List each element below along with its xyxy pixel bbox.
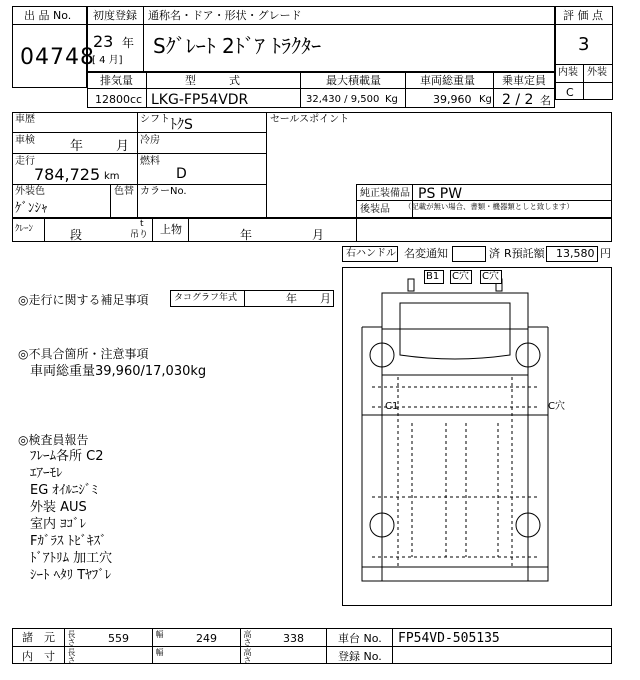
dimensions-label: 諸 元: [22, 631, 55, 644]
year-unit: 年: [122, 36, 135, 50]
first-reg-year: 23: [93, 32, 114, 51]
mileage-label: 走行: [15, 156, 35, 167]
travel-supplement-label: ◎走行に関する補足事項: [18, 293, 149, 307]
crane-label: ｸﾚｰﾝ: [15, 224, 34, 234]
genuine-label: 純正装備品: [360, 188, 410, 199]
vehicle-name: Sｸﾞﾚｰﾄ 2ﾄﾞｱ ﾄﾗｸﾀｰ: [153, 34, 322, 58]
grade-label: 評 価 点: [563, 9, 603, 22]
inner-width-label: 幅: [155, 648, 164, 656]
fuel-label: 燃料: [140, 156, 160, 167]
shift-label: シフト: [140, 114, 170, 125]
first-reg-label: 初度登録: [93, 9, 137, 22]
width-value: 249: [196, 632, 217, 645]
aftermarket-note: （記載が無い場合、書類・機器類としと致します）: [404, 203, 574, 212]
name-change-box: [452, 246, 486, 262]
inspector-line: ｴｱｰﾓﾚ: [30, 466, 63, 481]
recycle-label: 済: [489, 247, 500, 260]
model-value: LKG-FP54VDR: [151, 92, 249, 108]
truck-diagram: [342, 267, 612, 606]
capacity-label: 乗車定員: [502, 74, 546, 87]
crane-stage-unit: 段: [70, 228, 83, 242]
mileage-unit: km: [104, 171, 120, 182]
cab-label: 上物: [160, 223, 182, 236]
fuel-value: D: [176, 166, 187, 182]
ac-label: 冷房: [140, 135, 160, 146]
grade-value: 3: [578, 34, 590, 55]
first-reg-month: [ 4 月]: [92, 55, 123, 66]
displacement-unit: cc: [130, 93, 143, 106]
interior-label: 内装: [558, 67, 578, 78]
cab-body: [382, 293, 528, 375]
handle-value: 右ハンドル: [346, 248, 396, 259]
cab-year-unit: 年: [240, 228, 253, 242]
inner-label: 内 寸: [22, 650, 55, 663]
gross-weight-value: 39,960: [433, 93, 472, 106]
chassis-value: FP54VD-505135: [398, 631, 500, 646]
chassis-label: 車台 No.: [338, 632, 382, 645]
model-label: 型 式: [185, 74, 240, 87]
ext-color-value: ｹﾞﾝｼｬ: [15, 201, 48, 216]
max-load-unit: Kg: [385, 94, 398, 105]
width-label: 幅: [155, 630, 164, 638]
inspector-line: EG ｵｲﾙﾆｼﾞﾐ: [30, 483, 98, 498]
exterior-label: 外装: [587, 67, 607, 78]
inspector-line: Fｶﾞﾗｽ ﾄﾋﾞｷｽﾞ: [30, 534, 107, 549]
crane-lift-unit: 吊り: [130, 230, 149, 240]
gross-weight-label: 車両総重量: [420, 74, 475, 87]
lot-label: 出 品 No.: [24, 9, 72, 22]
displacement-value: 12800: [95, 93, 130, 106]
inspection-label: 車検: [15, 135, 35, 146]
length-label: 長さ: [67, 630, 76, 646]
tachograph-label: タコグラフ年式: [174, 293, 238, 303]
recycle-unit: 円: [600, 247, 611, 260]
mirror-left-icon: [408, 279, 414, 291]
max-load-value: 32,430 / 9,500: [306, 94, 380, 105]
length-value: 559: [108, 632, 129, 645]
mark-left-c1: C1: [385, 401, 399, 412]
inner-length-label: 長さ: [67, 648, 76, 664]
color-change-label: 色替: [114, 186, 134, 197]
crane-ton-unit: t: [140, 219, 144, 229]
history-label: 車歴: [15, 114, 35, 125]
registration-label: 登録 No.: [338, 650, 382, 663]
sales-point-label: セールスポイント: [270, 114, 350, 125]
mark-b1: B1: [426, 271, 440, 282]
height-value: 338: [283, 632, 304, 645]
mark-c-hole: C穴: [452, 271, 469, 282]
mark-c-hole: C穴: [482, 271, 499, 282]
inspection-year-unit: 年: [70, 139, 84, 154]
ext-color-label: 外装色: [15, 186, 45, 197]
mileage-value: 784,725: [34, 165, 101, 184]
gross-weight-unit: Kg: [479, 94, 492, 105]
recycle-deposit-label: R預託額: [504, 247, 545, 260]
inspector-line: ﾄﾞｱﾄﾘﾑ 加工穴: [30, 551, 113, 566]
capacity-value: 2 / 2: [502, 92, 534, 108]
lot-number: 04748: [20, 45, 95, 70]
inspector-line: 外装 AUS: [30, 500, 87, 515]
shift-value: ﾄｸS: [170, 117, 193, 133]
capacity-unit: 名: [540, 94, 551, 107]
cab-roof: [382, 293, 528, 329]
aftermarket-label: 後装品: [360, 204, 390, 215]
vehicle-name-label: 通称名・ドア・形状・グレード: [148, 9, 302, 22]
height-label: 高さ: [243, 630, 252, 646]
mark-right-c-hole: C穴: [548, 401, 565, 412]
inspection-month-unit: 月: [116, 139, 130, 154]
inspector-line: 室内 ﾖｺﾞﾚ: [30, 517, 87, 532]
name-change-label: 名変通知: [404, 247, 448, 260]
tachograph-month-unit: 月: [320, 292, 331, 305]
inspector-line: ﾌﾚｰﾑ各所 C2: [30, 449, 104, 464]
displacement-label: 排気量: [100, 74, 133, 87]
interior-grade: C: [566, 86, 574, 99]
genuine-value: PS PW: [418, 186, 463, 202]
defects-label: ◎不具合箇所・注意事項: [18, 347, 149, 361]
tachograph-year-unit: 年: [286, 292, 297, 305]
defect-line: 車両総重量39,960/17,030kg: [30, 364, 207, 379]
recycle-deposit-value: 13,580: [556, 247, 595, 260]
color-no-label: カラーNo.: [140, 186, 187, 197]
inspector-label: ◎検査員報告: [18, 433, 89, 447]
inspector-line: ｼｰﾄ ﾍﾀﾘ Tﾔﾌﾞﾚ: [30, 568, 112, 583]
cab-month-unit: 月: [312, 228, 325, 242]
max-load-label: 最大積載量: [326, 74, 381, 87]
inner-height-label: 高さ: [243, 648, 252, 664]
details-box: [12, 112, 612, 218]
